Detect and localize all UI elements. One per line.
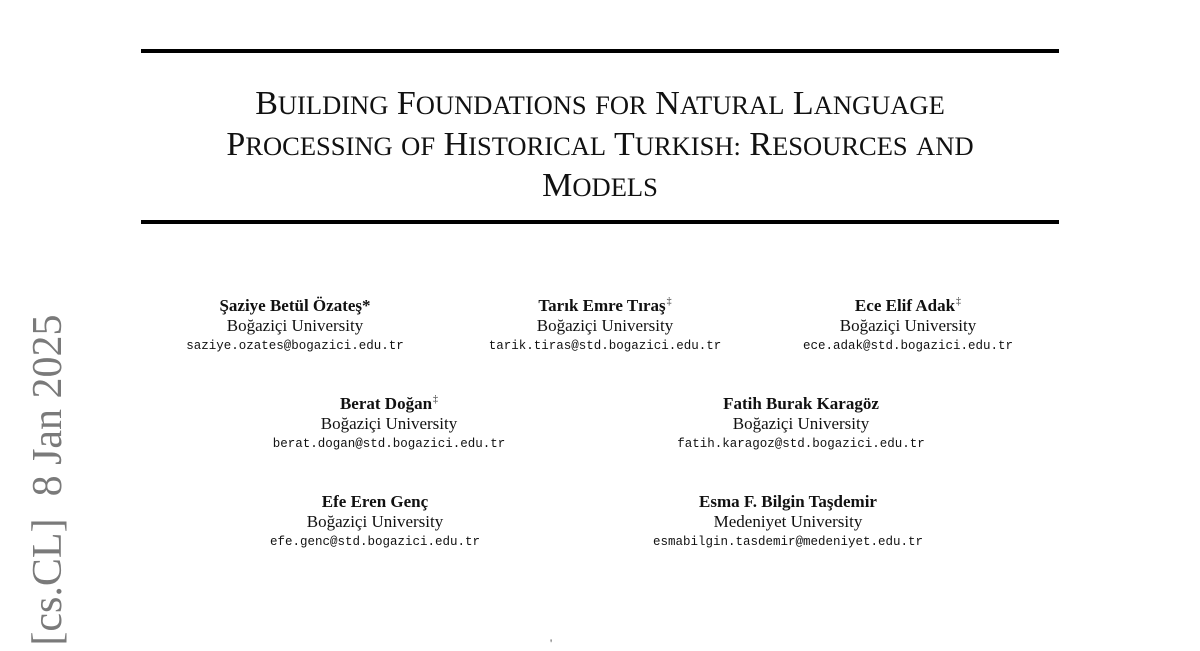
title-line-3	[141, 166, 1059, 207]
title-rule-bottom	[141, 220, 1059, 224]
author-block	[803, 296, 1013, 356]
title-word: RESOURCES	[749, 126, 908, 163]
author-email[interactable]: efe.genc@std.bogazici.edu.tr	[269, 535, 481, 549]
title-word: TURKISH:	[614, 126, 741, 163]
author-name	[270, 492, 480, 512]
author-footnote-mark: ‡	[956, 296, 962, 308]
author-block	[186, 296, 404, 356]
title-word: AND	[916, 131, 974, 161]
author-name	[489, 296, 722, 316]
author-name-text: Efe Eren Genç	[321, 492, 429, 511]
arxiv-category: [cs.CL]	[25, 518, 71, 646]
author-block	[273, 394, 506, 454]
author-affiliation: Boğaziçi University	[306, 512, 444, 531]
author-email[interactable]: berat.dogan@std.bogazici.edu.tr	[272, 437, 506, 451]
author-name	[653, 492, 923, 512]
author-email[interactable]: fatih.karagoz@std.bogazici.edu.tr	[677, 437, 925, 451]
title-word: FOUNDATIONS	[396, 85, 587, 122]
arxiv-stamp	[24, 314, 72, 645]
author-affiliation: Boğaziçi University	[226, 316, 364, 335]
author-name-text: Ece Elif Adak	[854, 296, 956, 315]
author-affiliation: Medeniyet University	[713, 512, 863, 531]
author-name	[803, 296, 1013, 316]
title-word: FOR	[595, 90, 647, 120]
author-name	[186, 296, 404, 316]
author-email[interactable]: saziye.ozates@bogazici.edu.tr	[186, 339, 404, 353]
title-rule-top	[141, 49, 1059, 53]
author-block	[489, 296, 722, 356]
title-line-1	[141, 84, 1059, 125]
author-block	[653, 492, 923, 552]
paper-title	[141, 84, 1059, 207]
stray-mark: '	[550, 636, 553, 650]
title-word: OF	[401, 131, 436, 161]
arxiv-date: 8 Jan 2025	[25, 314, 71, 497]
title-word: BUILDING	[255, 85, 389, 122]
title-word: PROCESSING	[226, 126, 393, 163]
title-word: MODELS	[542, 167, 658, 204]
author-name-text: Berat Doğan	[339, 394, 433, 413]
author-name-text: Şaziye Betül Özateş*	[219, 296, 371, 315]
author-email[interactable]: ece.adak@std.bogazici.edu.tr	[802, 339, 1014, 353]
author-name-text: Esma F. Bilgin Taşdemir	[699, 492, 877, 511]
author-footnote-mark: ‡	[666, 296, 672, 308]
title-line-2	[141, 125, 1059, 166]
title-word: LANGUAGE	[792, 85, 945, 122]
title-word: HISTORICAL	[443, 126, 607, 163]
author-affiliation: Boğaziçi University	[732, 414, 870, 433]
title-word: NATURAL	[655, 85, 785, 122]
author-block	[270, 492, 480, 552]
author-name	[273, 394, 506, 414]
author-name-text: Fatih Burak Karagöz	[723, 394, 879, 413]
author-email[interactable]: esmabilgin.tasdemir@medeniyet.edu.tr	[652, 535, 924, 549]
author-affiliation: Boğaziçi University	[839, 316, 977, 335]
author-email[interactable]: tarik.tiras@std.bogazici.edu.tr	[488, 339, 722, 353]
author-name-text: Tarık Emre Tıraş	[538, 296, 666, 315]
author-affiliation: Boğaziçi University	[320, 414, 458, 433]
author-footnote-mark: ‡	[433, 394, 439, 406]
author-affiliation: Boğaziçi University	[536, 316, 674, 335]
author-name	[677, 394, 925, 414]
author-block	[677, 394, 925, 454]
